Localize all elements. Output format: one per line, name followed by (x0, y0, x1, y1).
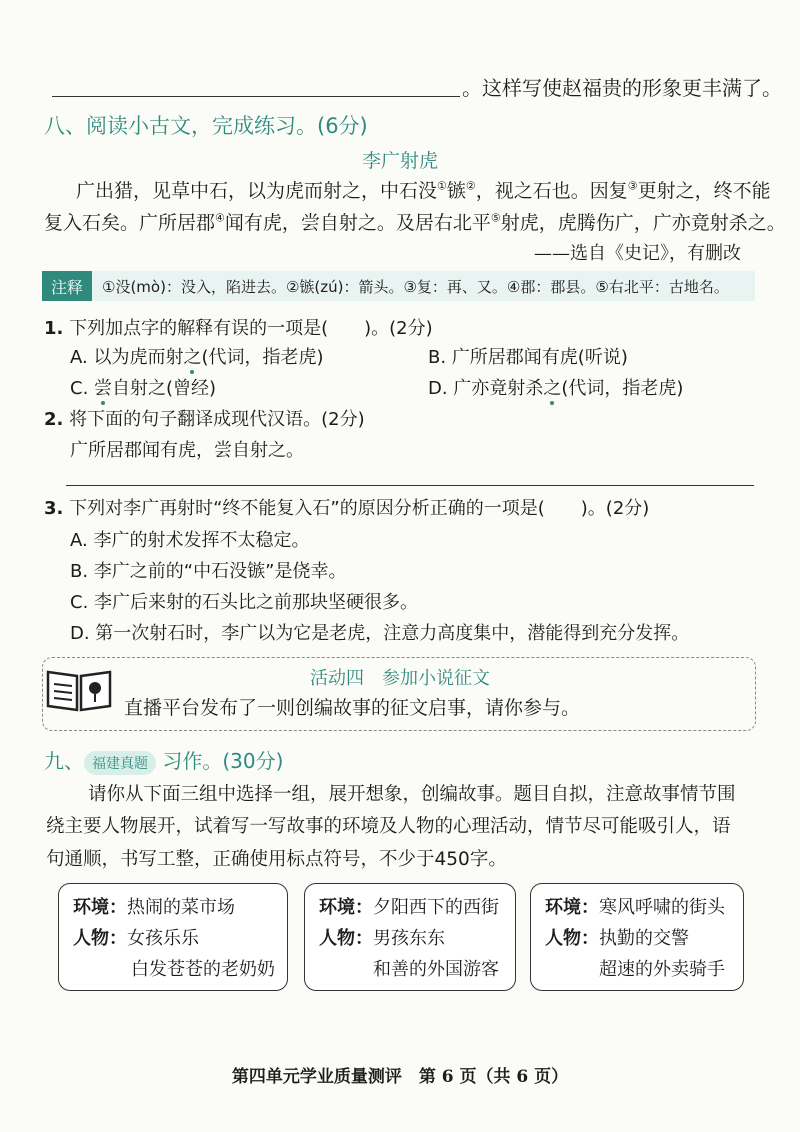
q2-stem: 2. 将下面的句子翻译成现代汉语。(2分) (44, 409, 365, 430)
q1-option-b[interactable]: B. 广所居郡闻有虎(听说) (428, 347, 628, 368)
answer-line-top[interactable] (52, 96, 460, 97)
q1-option-c[interactable]: C. 尝自射之(曾经) (70, 378, 217, 399)
q3-option-a[interactable]: A. 李广的射术发挥不太稳定。 (70, 530, 310, 551)
option-box-3[interactable]: 环境：寒风呼啸的街头 人物：执勤的交警 超速的外卖骑手 (530, 883, 744, 991)
passage-line-1: 广出猎，见草中石，以为虎而射之，中石没①镞②，视之石也。因复③更射之，终不能 (76, 179, 771, 202)
section9-heading: 九、 福建真题 习作。(30分) (44, 749, 284, 773)
q1-option-a[interactable]: A. 以为虎而射之(代词，指老虎) (70, 347, 324, 368)
option-box-2[interactable]: 环境：夕阳西下的西街 人物：男孩东东 和善的外国游客 (304, 883, 516, 991)
q1-option-d[interactable]: D. 广亦竟射杀之(代词，指老虎) (428, 378, 684, 399)
page-footer: 第四单元学业质量测评 第 6 页（共 6 页） (231, 1067, 569, 1087)
q1-stem: 1. 下列加点字的解释有误的一项是( )。(2分) (44, 318, 433, 339)
passage-line-2: 复入石矣。广所居郡④闻有虎，尝自射之。及居右北平⑤射虎，虎腾伤广，广亦竟射杀之。 (44, 211, 786, 234)
passage-title: 李广射虎 (362, 150, 439, 172)
top-line-tail: 。这样写使赵福贵的形象更丰满了。 (462, 76, 782, 100)
q3-option-b[interactable]: B. 李广之前的“中石没镞”是侥幸。 (70, 561, 347, 582)
q3-option-c[interactable]: C. 李广后来射的石头比之前那块坚硬很多。 (70, 592, 419, 613)
activity-title: 活动四 参加小说征文 (310, 668, 490, 689)
notes-text: ①没(mò)：没入，陷进去。②镞(zú)：箭头。③复：再、又。④郡：郡县。⑤右北平：古地名。 (102, 277, 729, 296)
q3-option-d[interactable]: D. 第一次射石时，李广以为它是老虎，注意力高度集中，潜能得到充分发挥。 (70, 623, 690, 644)
option-box-1[interactable]: 环境：热闹的菜市场 人物：女孩乐乐 白发苍苍的老奶奶 (58, 883, 288, 991)
section8-heading: 八、阅读小古文，完成练习。(6分) (44, 114, 368, 138)
notes-tag: 注释 (42, 271, 92, 301)
open-book-icon (44, 664, 114, 714)
passage-source: ——选自《史记》，有删改 (534, 243, 741, 264)
q2-sentence: 广所居郡闻有虎，尝自射之。 (70, 440, 304, 461)
q3-stem: 3. 下列对李广再射时“终不能复入石”的原因分析正确的一项是( )。(2分) (44, 498, 650, 519)
prompt-line-3: 句通顺，书写工整，正确使用标点符号，不少于450字。 (46, 849, 507, 870)
notes-bar (42, 271, 755, 301)
prompt-line-1: 请你从下面三组中选择一组，展开想象，创编故事。题目自拟，注意故事情节围 (88, 784, 736, 805)
prompt-line-2: 绕主要人物展开，试着写一写故事的环境及人物的心理活动，情节尽可能吸引人，语 (46, 816, 731, 837)
activity-text: 直播平台发布了一则创编故事的征文启事，请你参与。 (124, 697, 581, 719)
q2-answer-line[interactable] (66, 485, 754, 486)
region-badge: 福建真题 (84, 751, 156, 775)
